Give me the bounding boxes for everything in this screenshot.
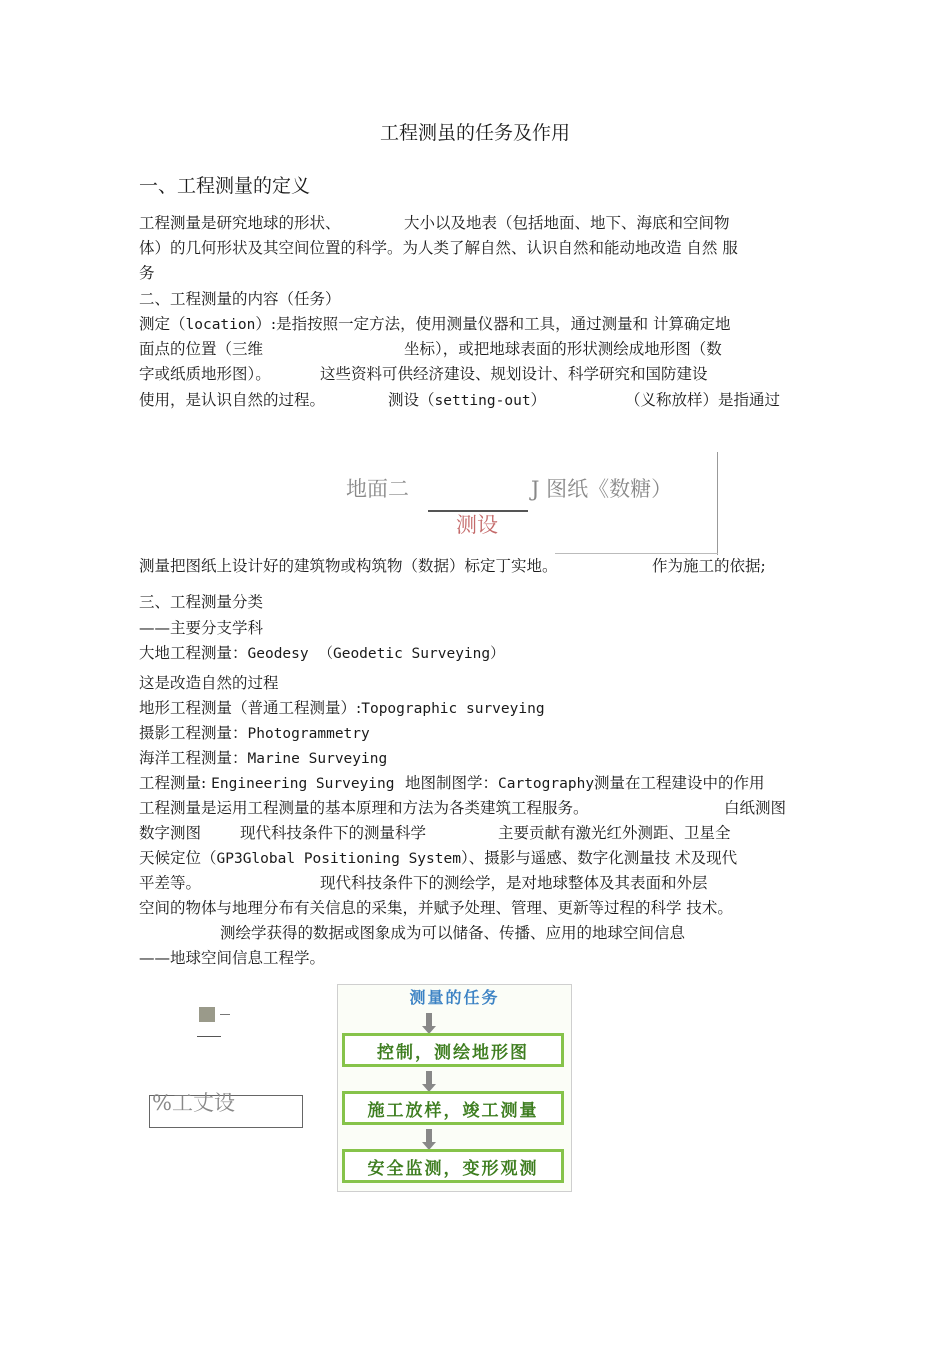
s2-line2a: 面点的位置（三维 [139, 340, 264, 358]
task-flowchart [337, 984, 572, 1192]
s2-l1a: 测定（ [139, 315, 186, 333]
geodesy-a: 大地工程测量： [139, 644, 248, 662]
gray-square-mark [199, 1007, 215, 1022]
topo-line [139, 698, 545, 719]
diagram-border-right [717, 452, 718, 555]
s4-l3c: ）、摄影与遥感、数字化测量技 术及现代 [460, 849, 738, 867]
s4-line4b: 现代科技条件下的测绘学，是对地球整体及其表面和外层 [320, 874, 708, 892]
s2-l4b: 测设（ [388, 391, 435, 409]
s1-line1b: 大小以及地表（包括地面、地下、海底和空间物 [404, 214, 730, 232]
diagram-border-bottom [555, 553, 718, 554]
s2-line1 [139, 314, 731, 335]
s4-line2b: 现代科技条件下的测量科学 [240, 824, 427, 842]
s2-l1c: ）:是指按照一定方法，使用测量仪器和工具，通过测量和 计算确定地 [255, 315, 731, 333]
photo-a: 摄影工程测量： [139, 724, 248, 742]
diagram-drawing-label: J 图纸《数糖） [531, 477, 673, 501]
s4-line4a: 平差等。 [139, 874, 202, 892]
nature-line: 这是改造自然的过程 [139, 674, 279, 692]
s4-line6: 测绘学获得的数据或图象成为可以储备、传播、应用的地球空间信息 [220, 924, 686, 942]
geodesy-c: （Geodetic Surveying） [318, 646, 505, 662]
flowchart-step-control: 控制，测绘地形图 [342, 1033, 564, 1067]
s1-line3: 务 [139, 264, 155, 282]
section2-heading: 二、工程测量的内容（任务） [139, 290, 341, 308]
s4-line2c: 主要贡献有激光红外测距、卫星全 [498, 824, 731, 842]
s1-line1a: 工程测量是研究地球的形状、 [139, 214, 341, 232]
s4-l3a: 天候定位（ [139, 849, 217, 867]
geodesy-line [139, 643, 505, 664]
setout-line-a: 测量把图纸上设计好的建筑物或构筑物（数据）标定丁实地。 [139, 557, 558, 575]
s4-line2a: 数字测图 [139, 824, 202, 842]
s2-line4a: 使用，是认识自然的过程。 [139, 391, 326, 409]
marine-a: 海洋工程测量： [139, 749, 248, 767]
s4-l3b: GP3Global Positioning System [216, 851, 461, 867]
geodesy-b: Geodesy [247, 646, 309, 662]
diagram-setout-label: 测设 [456, 513, 498, 537]
section1-heading: 一、工程测量的定义 [139, 175, 311, 197]
eng-b: Engineering Surveying [211, 776, 395, 792]
s2-l1b: location [185, 317, 256, 333]
eng-c: 地图制图学： [405, 774, 499, 792]
flowchart-step-construction: 施工放样，竣工测量 [342, 1091, 564, 1125]
s4-line1b: 白纸测图 [724, 799, 787, 817]
photo-b: Photogrammetry [247, 726, 370, 742]
topo-a: 地形工程测量（普通工程测量）: [139, 699, 362, 717]
eng-e: 测量在工程建设中的作用 [594, 774, 765, 792]
diagram-ground-label: 地面二 [346, 477, 409, 501]
setout-line-b: 作为施工的依据; [652, 557, 766, 575]
s1-line2: 体）的几何形状及其空间位置的科学。为人类了解自然、认识自然和能动地改造 自然 服 [139, 239, 738, 257]
s4-line7: ——地球空间信息工程学。 [139, 949, 326, 967]
s2-line3a: 字或纸质地形图）。 [139, 365, 271, 383]
flowchart-title: 测量的任务 [409, 988, 500, 1007]
marine-b: Marine Surveying [247, 751, 388, 767]
s4-line5: 空间的物体与地理分布有关信息的采集，并赋予处理、管理、更新等过程的科学 技术。 [139, 899, 733, 917]
s2-l4d: ） [530, 391, 547, 409]
s4-line1a: 工程测量是运用工程测量的基本原理和方法为各类建筑工程服务。 [139, 799, 589, 817]
document-title: 工程测虽的任务及作用 [379, 122, 570, 144]
topo-b: Topographic surveying [361, 701, 545, 717]
s2-line2b: 坐标），或把地球表面的形状测绘成地形图（数 [404, 340, 722, 358]
s2-line4b [388, 390, 546, 411]
s4-line3 [139, 848, 737, 869]
section3-heading: 三、工程测量分类 [139, 593, 264, 611]
s2-line3b: 这些资料可供经济建设、规划设计、科学研究和国防建设 [320, 365, 708, 383]
underline-mark [197, 1036, 221, 1037]
eng-d: Cartography [498, 776, 595, 792]
s2-line4e: （义称放样）是指通过 [625, 391, 781, 409]
section3-sub: ——主要分支学科 [139, 619, 264, 637]
flowchart-step-monitoring: 安全监测，变形观测 [342, 1149, 564, 1183]
marine-line [139, 748, 387, 769]
left-figure-label: %工丈设 [152, 1091, 235, 1115]
eng-line-b [405, 773, 765, 794]
eng-line-a [139, 773, 395, 794]
photo-line [139, 723, 370, 744]
s2-l4c: setting-out [434, 393, 531, 409]
dash-mark [220, 1014, 230, 1015]
eng-a: 工程测量: [139, 774, 207, 792]
